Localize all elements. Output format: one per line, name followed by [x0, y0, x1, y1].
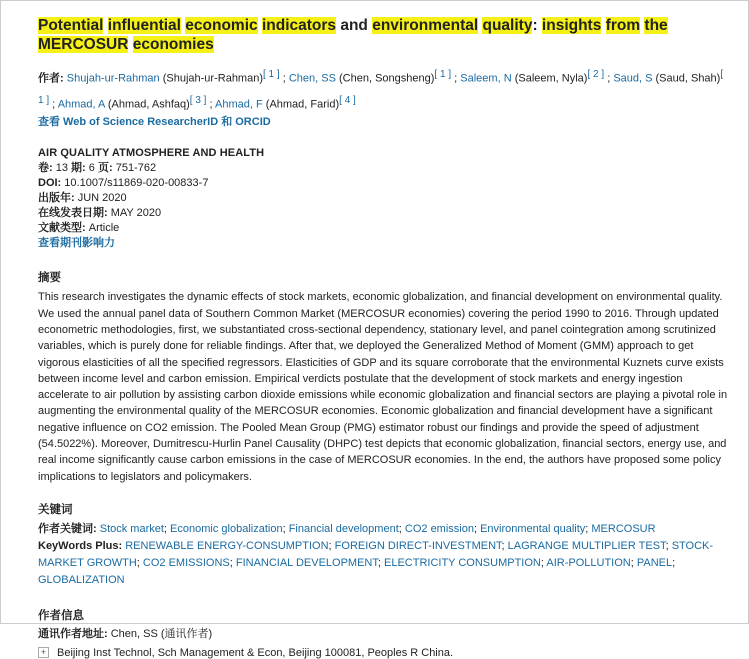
journal-impact-link[interactable]: 查看期刊影响力 — [38, 237, 115, 250]
author-link[interactable]: Saud, S — [613, 72, 653, 85]
keyword-plus-link[interactable]: STOCK-MARKET GROWTH — [38, 539, 714, 569]
pages-value: 751-762 — [115, 162, 157, 175]
title-colon: : — [532, 17, 538, 34]
researcher-id-link[interactable]: 查看 Web of Science ResearcherID 和 ORCID — [38, 116, 271, 129]
online-date-value: MAY 2020 — [110, 207, 162, 220]
authors-line: 作者: Shujah-ur-Rahman (Shujah-ur-Rahman)[ 1 ] ; Chen, SS (Chen, Songsheng)[ 1 ] ; Saleem, N (Saleem, Nyla)[ 2 ] ; Saud, S (Saud, Shah)[ 1 ] ; Ahmad, A (Ahmad, Ashfaq)[ 3 ] ; Ahmad, F (Ahmad, Farid)[ 4 ] 查看 Web of Science ResearcherID 和 ORCID — [38, 64, 728, 130]
affiliation-ref[interactable]: [ 3 ] — [189, 94, 207, 106]
keyword-plus-link[interactable]: GLOBALIZATION — [38, 573, 125, 586]
affiliation-ref[interactable]: [ 1 ] — [263, 69, 280, 80]
corresponding-author: Chen, SS (通讯作者) — [110, 627, 213, 640]
author-link[interactable]: Ahmad, A — [57, 98, 105, 111]
affiliation-ref[interactable]: [ 4 ] — [339, 94, 356, 106]
record-container — [38, 16, 728, 659]
doi-value: 10.1007/s11869-020-00833-7 — [64, 177, 209, 190]
keyword-link[interactable]: Financial development — [288, 522, 399, 535]
pubyear-row — [38, 191, 728, 206]
title-word: influential — [107, 17, 181, 34]
keyword-plus-link[interactable]: ELECTRICITY CONSUMPTION — [383, 556, 541, 569]
title-word: environmental — [372, 17, 479, 34]
keywords-heading: 关键词 — [38, 503, 73, 516]
doi-row — [38, 176, 728, 191]
address-text: Beijing Inst Technol, Sch Management & Econ, Beijing 100081, Peoples R China. — [57, 646, 454, 659]
affiliation-ref[interactable]: [ 1 ] — [434, 69, 452, 80]
article-title — [38, 16, 728, 54]
title-word: Potential — [38, 17, 104, 34]
pubyear-value: JUN 2020 — [77, 192, 127, 205]
title-word: MERCOSUR — [38, 36, 129, 53]
volume-row — [38, 161, 728, 176]
title-word: from — [605, 17, 641, 34]
expand-plus-icon[interactable]: + — [38, 647, 49, 658]
author-link[interactable]: Shujah-ur-Rahman — [66, 72, 160, 85]
keywords-plus-label: KeyWords Plus: — [38, 539, 123, 552]
keyword-link[interactable]: Economic globalization — [170, 522, 283, 535]
keyword-plus-link[interactable]: LAGRANGE MULTIPLIER TEST — [507, 539, 666, 552]
author-fullname: (Ahmad, Farid) — [265, 98, 340, 111]
keyword-plus-link[interactable]: PANEL — [636, 556, 673, 569]
author-info-heading: 作者信息 — [38, 609, 84, 622]
author-link[interactable]: Chen, SS — [288, 72, 336, 85]
keywords-plus: KeyWords Plus: RENEWABLE ENERGY-CONSUMPTION; FOREIGN DIRECT-INVESTMENT; LAGRANGE MULTIPLIER TEST; STOCK-MARKET GROWTH; CO2 EMISSIONS; FINANCIAL DEVELOPMENT; ELECTRICITY CONSUMPTION; AIR-POLLUTION; PANEL; GLOBALIZATION — [38, 539, 714, 586]
volume-value: 13 — [55, 162, 68, 175]
title-word: the — [644, 17, 668, 34]
author-fullname: (Chen, Songsheng) — [339, 72, 435, 85]
pages-label: 页: — [97, 162, 113, 175]
keyword-plus-link[interactable]: FOREIGN DIRECT-INVESTMENT — [334, 539, 502, 552]
authors-label: 作者: — [38, 72, 64, 85]
keyword-plus-link[interactable]: FINANCIAL DEVELOPMENT — [235, 556, 378, 569]
title-word: economic — [185, 17, 258, 34]
keyword-link[interactable]: Stock market — [99, 522, 164, 535]
author-fullname: (Ahmad, Ashfaq) — [107, 98, 190, 111]
abstract-text: This research investigates the dynamic effects of stock markets, economic globalization, and financial development on environmental quality. We used the annual panel data of Southern Common Market (MERCOSUR economies) covering the period 1990 to 2016. Through updated econometric methodologies, first, we substantiated cross-sectional dependency, stationary level, and panel cointegration among scrutinized variables, which is purely done for reliable findings. After that, we deployed the Generalized Method of Moment (GMM) approach to get vigorous elasticities of all the specified regressors. Elasticities of GDP and its square corroborate that the environmental Kuznets curve exists between income level and carbon emission. Empirical verdicts postulate that the development of stock markets and energy ingestion accelerate to air pollution by assisting carbon dioxide emissions while economic globalization and financial sectors are playing a pivotal role in augmenting the environmental quality of the MERCOSUR economies. Economic globalization and financial development have a significant negative influence on CO2 emission. The Pooled Mean Group (PMG) estimator robust our findings and provide the speed of adjustment (54.5022%). Moreover, Dumitrescu-Hurlin Panel Causality (DHPC) test depicts that economic globalization, financial sectors, energy use, and real income significantly cause carbon emissions in the case of MERCOSUR economies. In the end, the authors have proposed some policy implications to legislators and policymakers. — [38, 291, 728, 483]
affiliation-ref[interactable]: [ 2 ] — [587, 69, 605, 80]
title-word: indicators — [261, 17, 337, 34]
author-fullname: (Saud, Shah) — [655, 72, 721, 85]
doctype-value: Article — [88, 222, 120, 235]
title-word: and — [340, 17, 368, 34]
keyword-plus-link[interactable]: CO2 EMISSIONS — [142, 556, 230, 569]
keyword-plus-link[interactable]: RENEWABLE ENERGY-CONSUMPTION — [125, 539, 329, 552]
doctype-row — [38, 221, 728, 236]
author-fullname: (Saleem, Nyla) — [514, 72, 588, 85]
keyword-link[interactable]: MERCOSUR — [591, 522, 656, 535]
title-word: insights — [541, 17, 602, 34]
author-link[interactable]: Ahmad, F — [215, 98, 263, 111]
keyword-link[interactable]: CO2 emission — [404, 522, 474, 535]
publication-info — [38, 146, 728, 251]
affiliation-ref[interactable]: [ 1 ] — [38, 69, 724, 106]
abstract-heading: 摘要 — [38, 272, 61, 285]
volume-label: 卷: — [38, 162, 53, 175]
title-word: economies — [132, 36, 214, 53]
online-date-label: 在线发表日期: — [38, 207, 108, 220]
doctype-label: 文献类型: — [38, 222, 86, 235]
address-row — [38, 647, 728, 659]
keyword-link[interactable]: Environmental quality — [480, 522, 586, 535]
issue-label: 期: — [71, 162, 86, 175]
issue-value: 6 — [88, 162, 95, 175]
corresponding-label: 通讯作者地址: — [38, 627, 108, 640]
doi-label: DOI: — [38, 177, 62, 190]
author-keywords: 作者关键词: Stock market; Economic globalization; Financial development; CO2 emission; Environmental quality; MERCOSUR — [38, 522, 656, 535]
corresponding-address-row — [38, 625, 728, 641]
online-date-row — [38, 206, 728, 221]
keyword-plus-link[interactable]: AIR-POLLUTION — [546, 556, 631, 569]
author-link[interactable]: Saleem, N — [460, 72, 512, 85]
author-fullname: (Shujah-ur-Rahman) — [162, 72, 263, 85]
journal-name: AIR QUALITY ATMOSPHERE AND HEALTH — [38, 147, 265, 160]
pubyear-label: 出版年: — [38, 192, 75, 205]
author-keywords-label: 作者关键词: — [38, 522, 97, 535]
title-word: quality — [482, 17, 533, 34]
